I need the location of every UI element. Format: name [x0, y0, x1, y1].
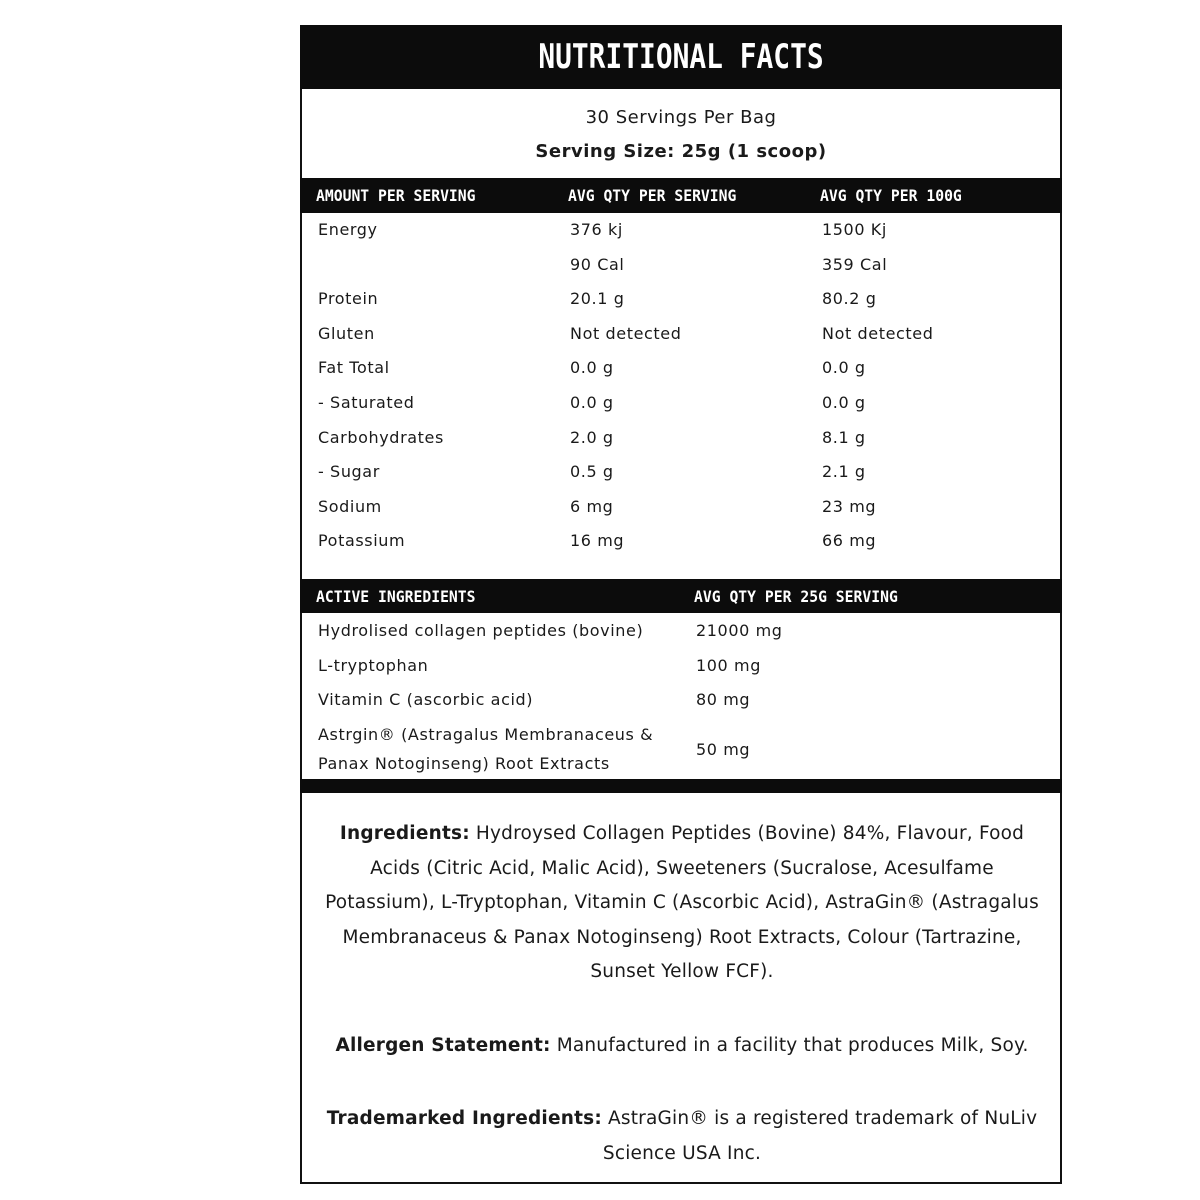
active-ingredient-name: Hydrolised collagen peptides (bovine) — [318, 621, 644, 640]
nutrition-header-bar — [300, 178, 1062, 213]
nutrient-per-100g: 0.0 g — [822, 358, 866, 378]
nutrient-name: Fat Total — [318, 358, 390, 378]
nutrient-name: Sodium — [318, 496, 382, 516]
nutrient-per-serving: 376 kj — [570, 220, 623, 239]
nutrient-name: Carbohydrates — [318, 427, 444, 447]
allergen-statement — [322, 1029, 1042, 1064]
nutrient-per-serving: 0.0 g — [570, 358, 614, 378]
trademark-text: AstraGin® is a registered trademark of NuLiv Science USA Inc. — [602, 1108, 1038, 1164]
nutrient-name: - Saturated — [318, 393, 415, 412]
active-ingredient-qty: 21000 mg — [696, 621, 783, 640]
active-header-bar — [300, 579, 1062, 613]
nutrient-per-serving: 20.1 g — [570, 289, 625, 309]
header-avg-qty-per-25g: AVG QTY PER 25G SERVING — [694, 586, 898, 606]
header-avg-qty-per-serving: AVG QTY PER SERVING — [568, 186, 737, 205]
nutrient-per-100g: 80.2 g — [822, 289, 877, 309]
nutrient-per-serving: Not detected — [570, 323, 682, 343]
nutrient-per-serving: 2.0 g — [570, 427, 614, 447]
nutrient-per-serving: 0.0 g — [570, 393, 614, 412]
nutrient-name: Gluten — [318, 323, 375, 343]
nutrition-panel — [300, 25, 1062, 1184]
nutrient-per-100g: 0.0 g — [822, 393, 866, 412]
nutrient-per-serving: 0.5 g — [570, 462, 614, 482]
active-ingredient-name-line2: Panax Notoginseng) Root Extracts — [318, 754, 610, 773]
header-active-ingredients: ACTIVE INGREDIENTS — [316, 586, 476, 606]
nutrient-per-100g: 1500 Kj — [822, 220, 887, 239]
servings-per-bag: 30 Servings Per Bag — [585, 107, 777, 128]
trademark-statement — [322, 1102, 1042, 1171]
nutrient-per-100g: 359 Cal — [822, 254, 888, 274]
active-ingredient-qty: 80 mg — [696, 690, 751, 709]
ingredients-text: Hydroysed Collagen Peptides (Bovine) 84%, Flavour, Food Acids (Citric Acid, Malic Acid), Sweeteners (Sucralose, Acesulfame Potassium), L-Tryptophan, Vitamin C (Ascorbic Acid), AstraGin® (Astragalus Membranaceus & Panax Notoginseng) Root Extracts, Colour (Tartrazine, Sunset Yellow FCF). — [325, 823, 1039, 982]
active-ingredient-qty: 100 mg — [696, 656, 761, 675]
nutrient-name: Protein — [318, 289, 379, 309]
nutrient-per-100g: 66 mg — [822, 531, 877, 551]
active-ingredient-name: L-tryptophan — [318, 656, 429, 675]
active-ingredient-qty: 50 mg — [696, 740, 751, 759]
nutrient-name: Energy — [318, 220, 378, 239]
nutrient-per-100g: 8.1 g — [822, 427, 866, 447]
section-divider — [300, 779, 1062, 793]
ingredients-label: Ingredients: — [339, 823, 470, 844]
nutrient-per-serving: 90 Cal — [570, 254, 625, 274]
ingredients-statement — [322, 817, 1042, 990]
nutrient-per-100g: 2.1 g — [822, 462, 866, 482]
trademark-label: Trademarked Ingredients: — [326, 1108, 602, 1129]
nutrient-per-100g: Not detected — [822, 323, 934, 343]
active-ingredient-name: Vitamin C (ascorbic acid) — [318, 690, 534, 709]
nutrient-per-serving: 6 mg — [570, 496, 614, 516]
allergen-label: Allergen Statement: — [335, 1035, 551, 1056]
active-ingredient-name: Astrgin® (Astragalus Membranaceus & — [318, 725, 654, 744]
panel-title: NUTRITIONAL FACTS — [538, 37, 824, 77]
header-amount-per-serving: AMOUNT PER SERVING — [316, 186, 476, 205]
title-bar — [300, 25, 1062, 89]
serving-size: Serving Size: 25g (1 scoop) — [535, 141, 827, 162]
nutrient-per-serving: 16 mg — [570, 531, 625, 551]
nutrient-name: Potassium — [318, 531, 406, 551]
nutrient-per-100g: 23 mg — [822, 496, 877, 516]
header-avg-qty-per-100g: AVG QTY PER 100G — [820, 186, 962, 205]
allergen-text: Manufactured in a facility that produces Milk, Soy. — [556, 1035, 1029, 1056]
nutrient-name: - Sugar — [318, 462, 380, 482]
